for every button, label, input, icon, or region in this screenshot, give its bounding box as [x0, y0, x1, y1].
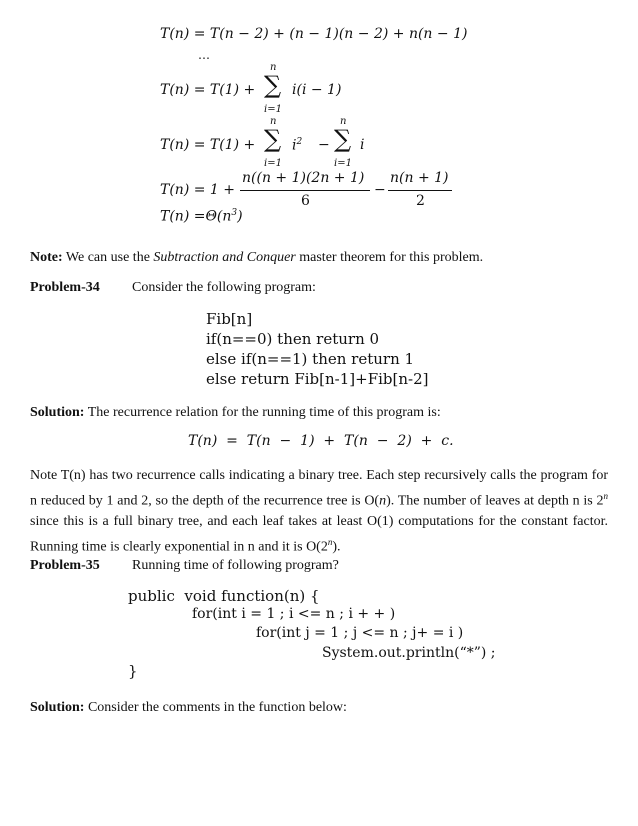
sum-upper-limit: n: [340, 116, 347, 127]
code-line: public void function(n) {: [128, 587, 320, 605]
derivation-line-1: T(n) = T(n − 2) + (n − 1)(n − 2) + n(n − 1): [160, 26, 468, 42]
minus-sign: −: [318, 137, 330, 153]
derivation-line-2-body: i(i − 1): [292, 82, 342, 98]
derivation-line-3-term2: i: [360, 137, 365, 153]
solution-35: Solution: Consider the comments in the function below:: [30, 700, 347, 715]
fraction-denominator: 6: [301, 193, 310, 209]
note-paragraph: Note: We can use the Subtraction and Conquer master theorem for this problem.: [30, 250, 484, 265]
problem-35-label: Problem-35: [30, 558, 100, 573]
fraction-denominator: 2: [416, 193, 425, 209]
derivation-ellipsis: …: [198, 48, 210, 62]
problem-35-text: Running time of following program?: [132, 558, 339, 573]
sum-lower-limit: i=1: [334, 158, 352, 169]
code-line: }: [128, 662, 138, 680]
derivation-line-4-left: T(n) = 1 +: [160, 182, 235, 198]
derivation-line-3-left: T(n) = T(1) +: [160, 137, 256, 153]
solution-label: Solution:: [30, 700, 85, 715]
code-line: Fib[n]: [206, 310, 253, 328]
derivation-line-3-term1: $i^2$: [292, 137, 303, 154]
fraction-bar: [388, 190, 452, 191]
sum-lower-limit: i=1: [264, 104, 282, 115]
derivation-line-5: $T(n) =\Theta(n^3)$: [160, 208, 243, 225]
problem-34-label: Problem-34: [30, 280, 100, 295]
explanation-paragraph: Note T(n) has two recurrence calls indicating a binary tree. Each step recursively calls the program for n reduced by 1 and 2, so the depth of the recurrence tree is O(n). The number of leaves at depth n is 2$^n$ since this is a full binary tree, and each leaf takes at least O(1) computations for the constant factor. Running time is clearly exponential in n and it is O(2$^n$).: [30, 468, 608, 555]
code-line: System.out.println(“*”) ;: [322, 645, 496, 661]
summation-symbol: ∑: [334, 125, 352, 153]
fraction-numerator: n(n + 1): [390, 170, 449, 186]
solution-34: Solution: The recurrence relation for the running time of this program is:: [30, 405, 441, 420]
fraction-bar: [240, 190, 370, 191]
code-line: else return Fib[n-1]+Fib[n-2]: [206, 370, 429, 388]
recurrence-equation: T(n) = T(n − 1) + T(n − 2) + c.: [188, 433, 454, 449]
code-line: for(int j = 1 ; j <= n ; j+ = i ): [256, 625, 464, 641]
summation-symbol: ∑: [264, 125, 282, 153]
note-label: Note:: [30, 250, 63, 265]
summation-symbol: ∑: [264, 71, 282, 99]
code-line: for(int i = 1 ; i <= n ; i + + ): [192, 606, 396, 622]
code-line: if(n==0) then return 0: [206, 330, 380, 348]
solution-label: Solution:: [30, 405, 85, 420]
code-line: else if(n==1) then return 1: [206, 350, 415, 368]
derivation-line-2-left: T(n) = T(1) +: [160, 82, 256, 98]
sum-upper-limit: n: [270, 62, 277, 73]
sum-upper-limit: n: [270, 116, 277, 127]
fraction-numerator: n((n + 1)(2n + 1): [242, 170, 365, 186]
minus-sign: −: [374, 182, 386, 198]
sum-lower-limit: i=1: [264, 158, 282, 169]
problem-34-text: Consider the following program:: [132, 280, 316, 295]
